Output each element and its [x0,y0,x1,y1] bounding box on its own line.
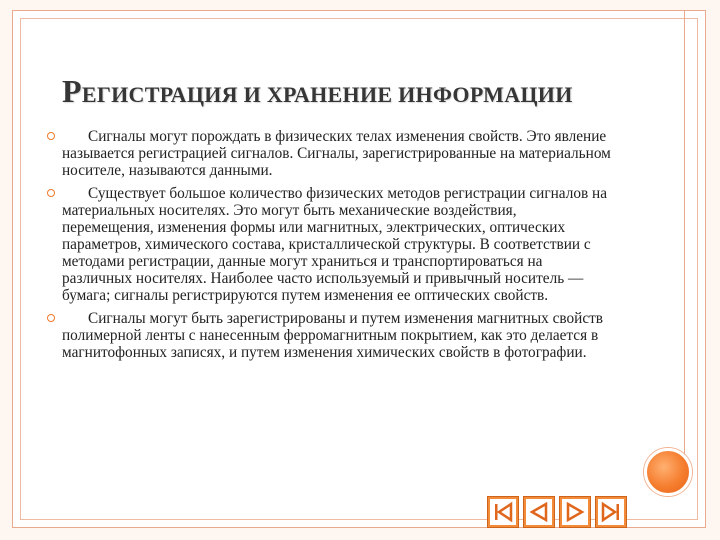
last-slide-icon [600,501,622,523]
first-slide-button[interactable] [487,496,519,528]
slide-navigation [487,496,627,528]
decorative-vertical-line [684,10,685,465]
title-rest: ЕГИСТРАЦИЯ И ХРАНЕНИЕ ИНФОРМАЦИИ [81,82,573,107]
bullet-text: Сигналы могут порождать в физических телах изменения свойств. Это явление называется регистрацией сигналов. Сигналы, зарегистрированные на материальном носителе, называются данными. [62,128,611,179]
next-slide-icon [564,501,586,523]
bullet-item [62,310,612,361]
bullet-list [62,128,612,367]
bullet-item [62,128,612,179]
bullet-circle-icon [47,314,55,322]
previous-slide-button[interactable] [523,496,555,528]
first-slide-icon [492,501,514,523]
last-slide-button[interactable] [595,496,627,528]
bullet-circle-icon [47,189,55,197]
title-initial: Р [62,73,82,109]
bullet-item [62,185,612,304]
slide-title [62,72,662,110]
previous-slide-icon [528,501,550,523]
bullet-text: Сигналы могут быть зарегистрированы и путем изменения магнитных свойств полимерной ленты с нанесенным ферромагнитным покрытием, как это делается в магнитофонных записях, и путем изменения химических свойств в фотографии. [62,310,604,361]
bullet-circle-icon [47,132,55,140]
decorative-circle [644,448,692,496]
next-slide-button[interactable] [559,496,591,528]
bullet-text: Существует большое количество физических методов регистрации сигналов на материальных носителях. Это могут быть механические воздействия, перемещения, изменения формы или магнитных, электрических, оптических параметров, химического состава, кристаллической структуры. В соответствии с методами регистрации, данные могут храниться и транспортироваться на различных носителях. Наиболее часто используемый и привычный носитель — бумага; сигналы регистрируются путем изменения ее оптических свойств. [62,185,608,304]
